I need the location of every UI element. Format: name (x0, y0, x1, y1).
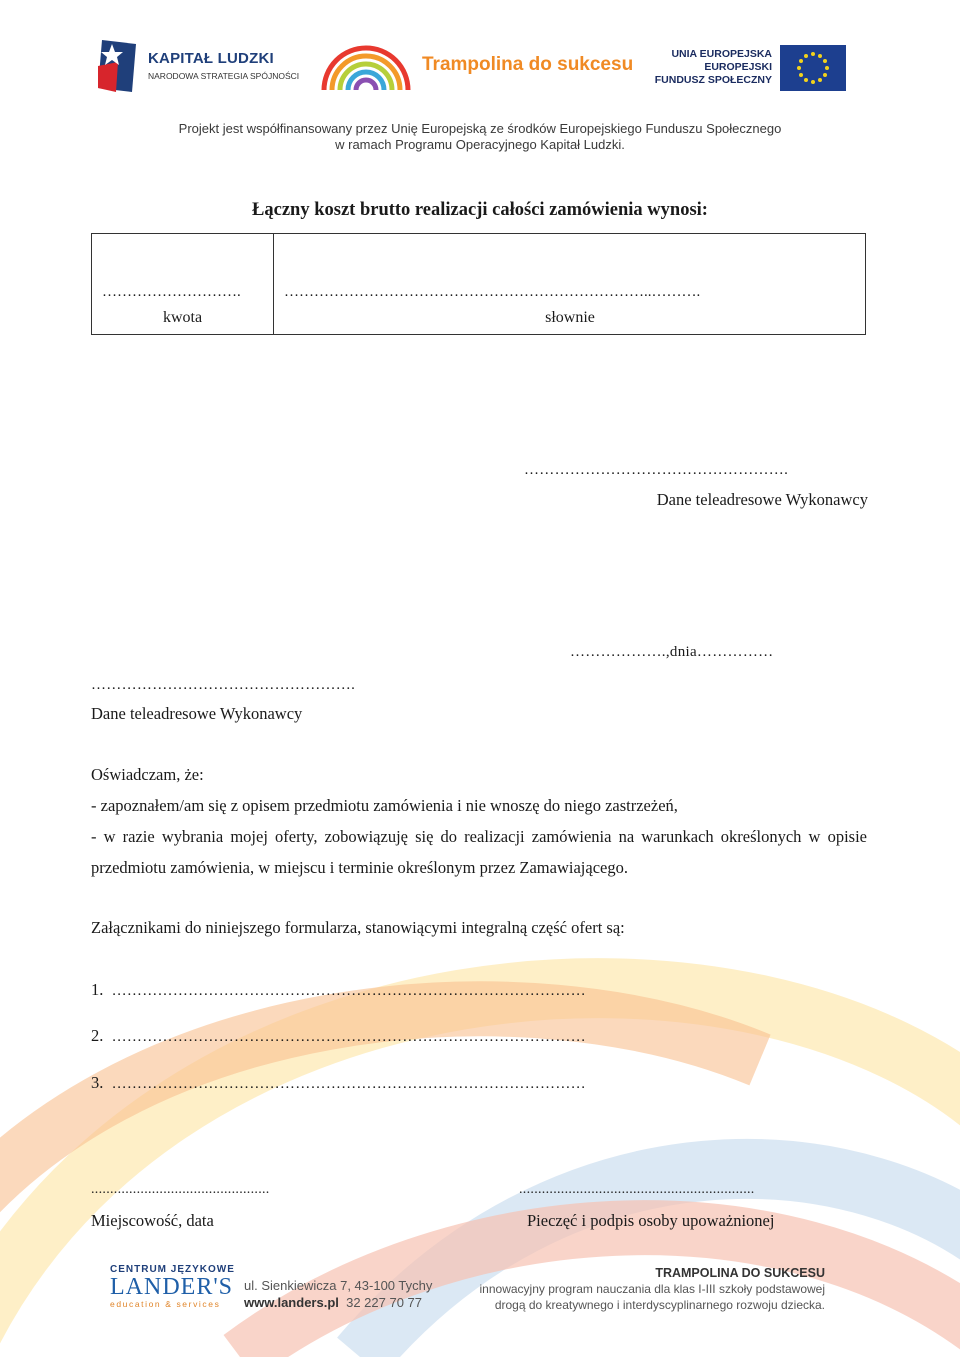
amount-table (91, 233, 866, 335)
trampolina-footer-line3: drogą do kreatywnego i interdyscyplinarnego rozwoju dziecka. (494, 1298, 825, 1312)
attachment-number: 2. (91, 1026, 104, 1045)
attachment-number: 1. (91, 980, 104, 999)
declaration-heading: Oświadczam, że: (91, 765, 204, 784)
landers-bottom: education & services (110, 1299, 221, 1309)
contractor-left-label: Dane teleadresowe Wykonawcy (91, 704, 303, 723)
amount-dots[interactable]: ………………………. (102, 284, 241, 300)
eu-logo (654, 44, 852, 94)
eu-line1: UNIA EUROPEJSKA (671, 48, 772, 60)
kapital-ludzki-emblem-icon (96, 36, 140, 96)
trampolina-footer-title: TRAMPOLINA DO SUKCESU (655, 1266, 825, 1280)
landers-address: ul. Sienkiewicza 7, 43-100 Tychy (244, 1278, 433, 1293)
landers-logo (110, 1264, 235, 1309)
eu-line2: EUROPEJSKI (704, 61, 772, 73)
declaration-point1: - zapoznałem/am się z opisem przedmiotu zamówienia i nie wnoszę do niego zastrzeżeń, (91, 796, 678, 815)
landers-www[interactable]: www.landers.pl (244, 1295, 339, 1310)
trampolina-footer (455, 1265, 825, 1313)
date-line[interactable]: ……………….,dnia…………… (570, 644, 774, 660)
eu-flag-icon (780, 45, 846, 91)
attachment-number: 3. (91, 1073, 104, 1092)
trampolina-logo (318, 38, 638, 94)
total-cost-title: Łączny koszt brutto realizacji całości zamówienia wynosi: (252, 200, 708, 220)
rainbow-icon (318, 38, 414, 92)
amount-words-dots[interactable]: ………………………………………………………………..………. (284, 284, 701, 300)
kapital-ludzki-title: KAPITAŁ LUDZKI (148, 50, 274, 67)
landers-top: CENTRUM JĘZYKOWE (110, 1264, 235, 1275)
trampolina-title: Trampolina do sukcesu (422, 54, 634, 75)
amount-label: kwota (162, 309, 203, 326)
attachment-dots[interactable]: ………………………………………………………………………………… (111, 983, 586, 999)
attachments-intro: Załącznikami do niniejszego formularza, stanowiącymi integralną część ofert są: (91, 918, 625, 937)
contractor-right-label: Dane teleadresowe Wykonawcy (656, 490, 868, 509)
cofinancing-line2: w ramach Programu Operacyjnego Kapitał Ludzki. (335, 137, 625, 152)
trampolina-footer-line2: innowacyjny program nauczania dla klas I-III szkoły podstawowej (479, 1282, 825, 1296)
attachment-dots[interactable]: ………………………………………………………………………………… (111, 1029, 586, 1045)
declaration-point2: - w razie wybrania mojej oferty, zobowiązuję się do realizacji zamówienia na warunkach określonych w opisie przedmiotu zamówienia, w miejscu i terminie określonym przez Zamawiającego. (91, 827, 867, 877)
signature-dots[interactable]: .............................................................. (519, 1182, 755, 1197)
attachment-dots[interactable]: ………………………………………………………………………………… (111, 1076, 586, 1092)
eu-line3: FUNDUSZ SPOŁECZNY (654, 74, 772, 86)
landers-name: LANDER'S (110, 1274, 233, 1300)
contractor-left-dots[interactable]: ……………………………………………. (91, 677, 356, 693)
contractor-right-dots[interactable]: ……………………………………………. (524, 462, 789, 478)
attachment-row (91, 1073, 586, 1093)
kapital-ludzki-logo (96, 36, 300, 98)
attachment-row (91, 1026, 586, 1046)
kapital-ludzki-subtitle: NARODOWA STRATEGIA SPÓJNOŚCI (148, 71, 300, 81)
signature-label: Pieczęć i podpis osoby upoważnionej (527, 1211, 775, 1230)
landers-phone: 32 227 70 77 (346, 1295, 423, 1310)
landers-contact (244, 1277, 432, 1311)
amount-words-label: słownie (545, 309, 595, 326)
cofinancing-note (120, 121, 840, 153)
place-date-label: Miejscowość, data (91, 1211, 214, 1230)
place-date-dots[interactable]: ............................................... (91, 1182, 270, 1197)
attachment-row (91, 980, 586, 1000)
cofinancing-line1: Projekt jest współfinansowany przez Unię Europejską ze środków Europejskiego Funduszu Społecznego (178, 121, 782, 136)
